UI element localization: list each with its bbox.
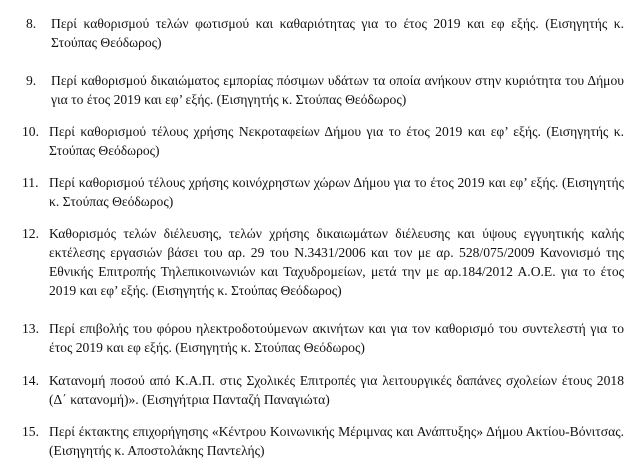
item-number: 15. <box>22 424 39 439</box>
item-text: Περί επιβολής του φόρου ηλεκτροδοτούμενων ακινήτων και για τον καθορισμό του συντελεστή για το έτος 2019 και εφ εξής. (Εισηγητής κ. Στούπας Θεόδωρος) <box>49 321 624 355</box>
item-text: Κατανομή ποσού από Κ.Α.Π. στις Σχολικές Επιτροπές για λειτουργικές δαπάνες σχολείων έτους 2018 (Δ΄ κατανομή)». (Εισηγήτρια Πανταζή Παναγιώτα) <box>49 373 624 407</box>
item-number: 10. <box>22 124 39 139</box>
agenda-item-12 <box>22 224 624 300</box>
agenda-item-9 <box>26 71 624 109</box>
item-text: Περί καθορισμού τελών φωτισμού και καθαριότητας για το έτος 2019 και εφ εξής. (Εισηγητής κ. Στούπας Θεόδωρος) <box>51 16 624 50</box>
item-text: Περί έκτακτης επιχορήγησης «Κέντρου Κοινωνικής Μέριμνας και Ανάπτυξης» Δήμου Ακτίου-Βόνιτσας. (Εισηγητής κ. Αποστολάκης Παντελής) <box>49 424 624 458</box>
agenda-item-10 <box>22 122 624 160</box>
item-number: 9. <box>26 73 37 88</box>
agenda-item-15 <box>22 422 624 460</box>
item-number: 12. <box>22 226 39 241</box>
item-number: 11. <box>22 175 39 190</box>
item-number: 14. <box>22 373 39 388</box>
item-number: 13. <box>22 321 39 336</box>
agenda-item-8 <box>26 14 624 52</box>
agenda-item-11 <box>22 173 624 211</box>
item-text: Καθορισμός τελών διέλευσης, τελών χρήσης δικαιωμάτων διέλευσης και ύψους εγγυητικής καλής εκτέλεσης εργασιών βάσει του αρ. 29 του Ν.3431/2006 και τον με αρ. 528/075/2009 Κανονισμό της Εθνικής Επιτροπής Τηλεπικοινωνιών και Ταχυδρομείων, μετά την με αρ.184/2012 Α.Ο.Ε. για το έτος 2019 και εφ’ εξής. (Εισηγητής κ. Στούπας Θεόδωρος) <box>49 226 624 298</box>
item-text: Περί καθορισμού τέλους χρήσης κοινόχρηστων χώρων Δήμου για το έτος 2019 και εφ’ εξής. (Εισηγητής κ. Στούπας Θεόδωρος) <box>49 175 624 209</box>
item-text: Περί καθορισμού δικαιώματος εμπορίας πόσιμων υδάτων τα οποία ανήκουν στην κυριότητα του Δήμου για το έτος 2019 και εφ’ εξής. (Εισηγητής κ. Στούπας Θεόδωρος) <box>51 73 624 107</box>
agenda-item-13 <box>22 319 624 357</box>
item-text: Περί καθορισμού τέλους χρήσης Νεκροταφείων Δήμου για το έτος 2019 και εφ’ εξής. (Εισηγητής κ. Στούπας Θεόδωρος) <box>49 124 624 158</box>
item-number: 8. <box>26 16 37 31</box>
agenda-item-14 <box>22 371 624 409</box>
